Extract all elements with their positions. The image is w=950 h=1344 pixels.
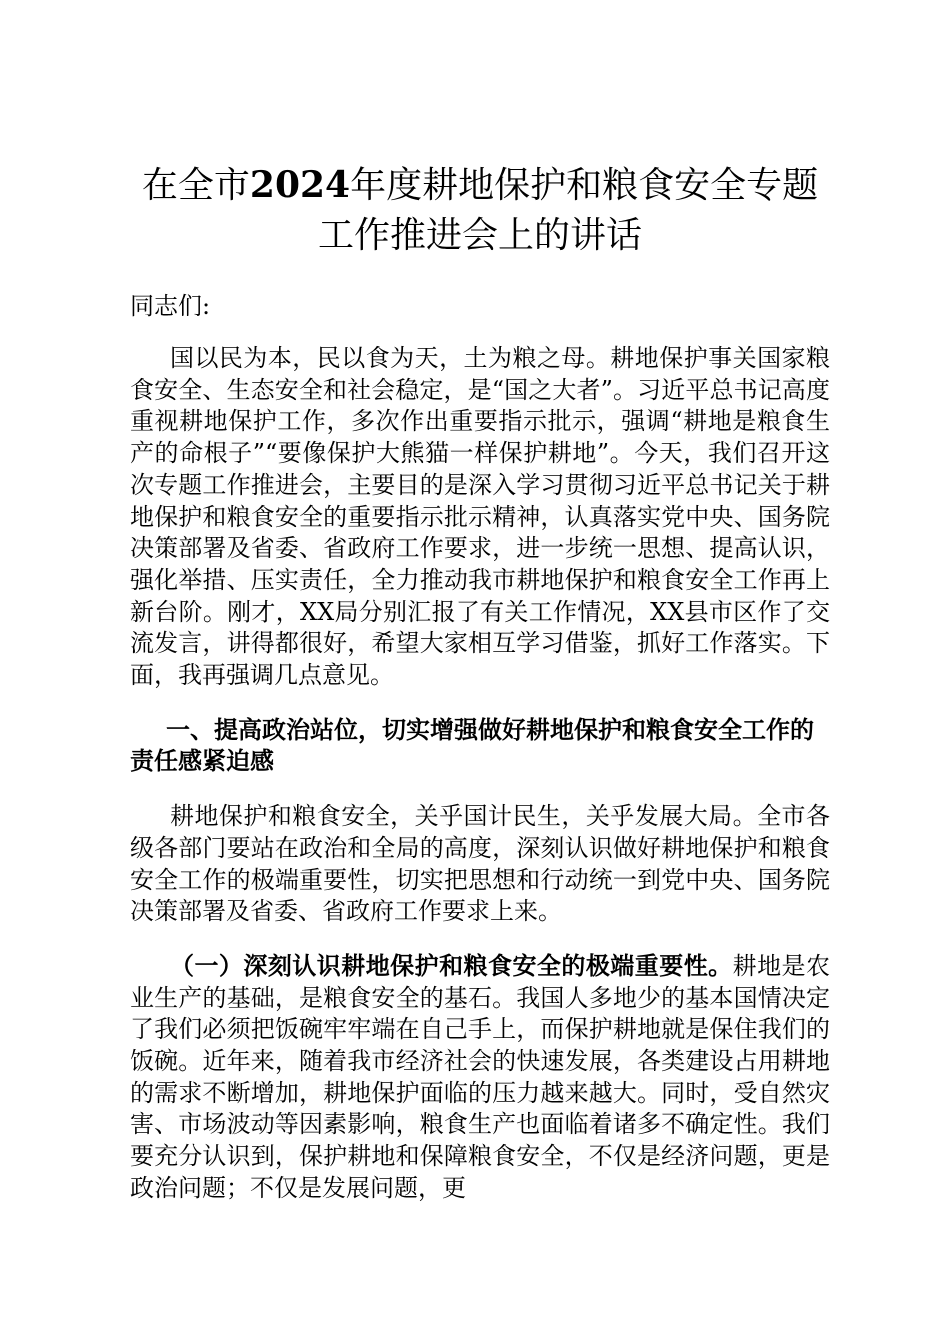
page-title xyxy=(130,160,830,261)
section-paragraph-1: 耕地保护和粮食安全，关乎国计民生，关乎发展大局。全市各级各部门要站在政治和全局的高度，深刻认识做好耕地保护和粮食安全工作的极端重要性，切实把思想和行动统一到党中央、国务院决策部署及省委、省政府工作要求上来。 xyxy=(130,802,830,926)
title-year: 2024 xyxy=(249,164,351,206)
salutation: 同志们: xyxy=(130,292,211,320)
subsection-text-1: 耕地是农业生产的基础，是粮食安全的基石。我国人多地少的基本国情决定了我们必须把饭碗牢牢端在自己手上，而保护耕地就是保住我们的饭碗。近年来，随着我市经济社会的快速发展，各类建设占用耕地的需求不断增加，耕地保护面临的压力越来越大。同时，受自然灾害、市场波动等因素影响，粮食生产也面临着诸多不确定性。我们要充分认识到，保护耕地和保障粮食安全，不仅是经济问题，更是政治问题；不仅是发展问题，更 xyxy=(130,951,831,1202)
document-body xyxy=(130,160,830,1227)
section-heading-1: 一、提高政治站位，切实增强做好耕地保护和粮食安全工作的责任感紧迫感 xyxy=(130,714,814,776)
subsection-lead-1: （一）深刻认识耕地保护和粮食安全的极端重要性。 xyxy=(170,950,733,980)
title-text-part2: 年度耕地保护和粮食安全专题工作推进会上的讲话 xyxy=(317,165,819,256)
title-text-part1: 在全市 xyxy=(141,165,250,206)
subsection-paragraph-1 xyxy=(130,950,830,1205)
intro-paragraph: 国以民为本，民以食为天，土为粮之母。耕地保护事关国家粮食安全、生态安全和社会稳定，是“国之大者”。习近平总书记高度重视耕地保护工作，多次作出重要指示批示，强调“耕地是粮食生产的命根子”“要像保护大熊猫一样保护耕地”。今天，我们召开这次专题工作推进会，主要目的是深入学习贯彻习近平总书记关于耕地保护和粮食安全的重要指示批示精神，认真落实党中央、国务院决策部署及省委、省政府工作要求，进一步统一思想、提高认识，强化举措、压实责任，全力推动我市耕地保护和粮食安全工作再上新台阶。刚才，XX局分别汇报了有关工作情况，XX县市区作了交流发言，讲得都很好，希望大家相互学习借鉴，抓好工作落实。下面，我再强调几点意见。 xyxy=(130,344,830,690)
